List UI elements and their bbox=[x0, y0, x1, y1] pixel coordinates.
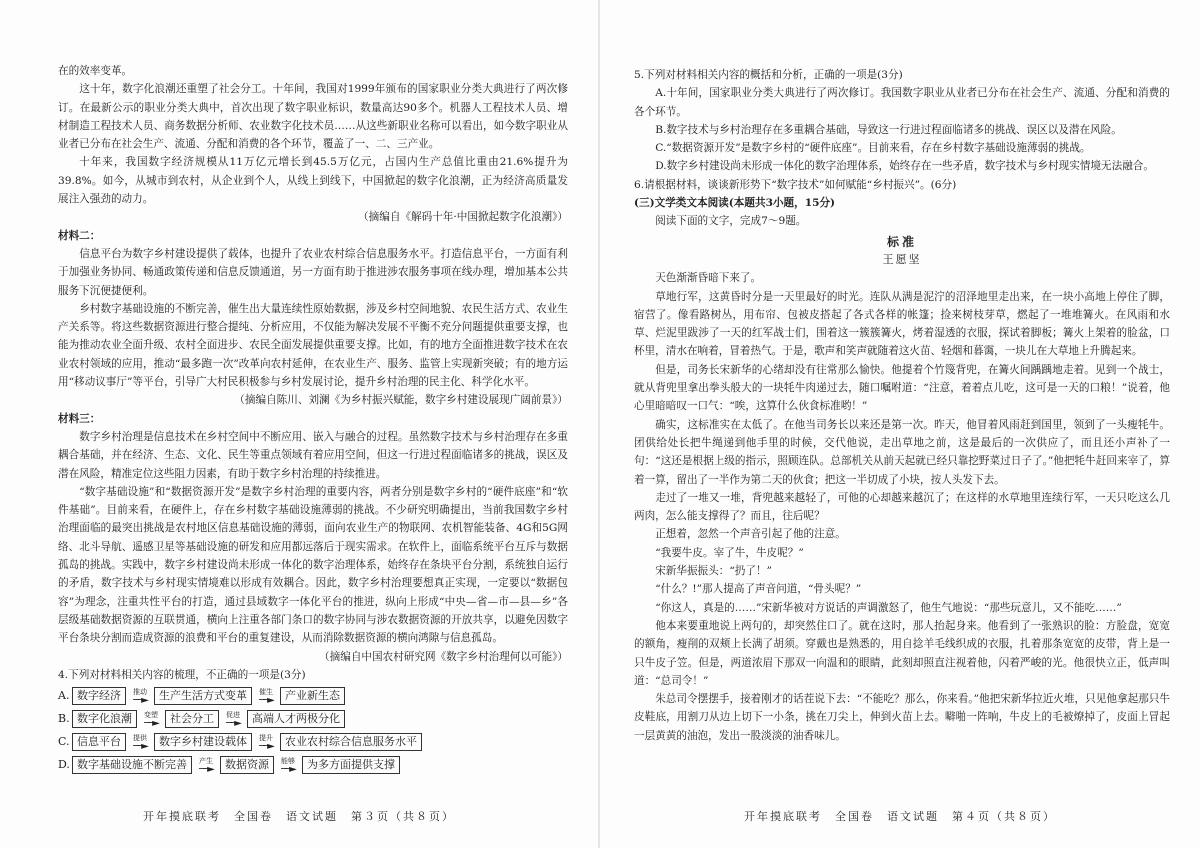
option-label: B. bbox=[58, 711, 70, 725]
option-label: C. bbox=[58, 734, 70, 748]
arrow-icon: 推动 ──► bbox=[133, 687, 147, 706]
chain-box: 信息平台 bbox=[72, 733, 126, 751]
chain-box: 为多方面提供支撑 bbox=[302, 756, 400, 774]
chain-box: 数字化浪潮 bbox=[72, 710, 137, 728]
chain-box: 高端人才两极分化 bbox=[247, 710, 345, 728]
dialogue: “什么？!”那人提高了声音问道，“骨头呢？” bbox=[655, 583, 862, 596]
dialogue: “你这人，真是的……”宋新华被对方说话的声调激怒了，他生气地说：“那些玩意儿，又不能吃……” bbox=[655, 601, 1122, 614]
page-3-text bbox=[58, 62, 568, 777]
paragraph: 但是，司务长宋新华的心绪却没有往常那么愉快。他提着个竹篾背兜，在篝火间踽踽地走着。见到一个战士，就从背兜里拿出拳头般大的一块牦牛肉递过去，随口嘱咐道：“注意，着着点儿吃，这可是一天的口粮！”说着，他心里暗暗叹一口气：“唉，这算什么伙食标准哟！” bbox=[634, 363, 1170, 413]
dialogue: 宋新华振振头：“扔了！” bbox=[655, 565, 772, 578]
arrow-icon: 提升 ──► bbox=[259, 733, 273, 752]
arrow-icon: 变塑 ──► bbox=[144, 710, 158, 729]
source-citation: （摘编自中国农村研究网《数字乡村治理何以可能》） bbox=[319, 650, 568, 663]
chain-box: 数字经济 bbox=[72, 687, 126, 705]
chain-box: 数字乡村建设载体 bbox=[154, 733, 252, 751]
paragraph: 他本来要重地说上两句的，却突然住口了。就在这时，那人抬起身来。他看到了一张熟识的脸：方脸盘，宽宽的额角，瘦削的双颊上长满了胡须。穿戴也是熟悉的，用自捻羊毛线织成的衣服，扎着那条宽宽的皮带，背上是一只牛皮子笠。但是，两道浓眉下那双一向温和的眼睛，此刻却照直注视着他，闪着严峻的光。他很快立正，低声叫道：“总司令！” bbox=[634, 619, 1170, 687]
paragraph: “数字基础设施”和“数据资源开发”是数字乡村治理的重要内容，两者分别是数字乡村的“硬件底座”和“软件基础”。目前来看，在硬件上，存在乡村数字基础设施薄弱的挑战。不少研究明确提出，当前我国数字乡村治理面临的最突出挑战是农村地区信息基础设施的薄弱，面向农业生产的物联网、农机智能装备、4G和5G网络、北斗导航、遥感卫星等基础设施的研发和应用都远落后于现实需求。在软件上，面临系统平台互斥与数据孤岛的挑战。实践中，数字乡村建设尚未形成一体化的数字治理体系，始终存在条块平台分割，系统独自运行的矛盾，数字技术与乡村现实情境难以形成有效耦合。因此，数字乡村治理要想真正实现，一定要以“数据包容”为理念，注重共性平台的打造，通过县域数字一体化平台的推进，纵向上形成“中央—省—市—县—乡”各层级基础数据资源的互联贯通，横向上注重各部门条口的数字协同与涉农数据资源的开放共享，以避免因数字平台条块分割而造成资源的浪费和平台的重复建设，从而消除数据资源的横向鸿隙与信息孤岛。 bbox=[58, 485, 568, 645]
option-a: A.十年间，国家职业分类大典进行了两次修订。我国数字职业从业者已分布在社会生产、流通、分配和消费的各个环节。 bbox=[634, 87, 1170, 118]
paragraph: 在的效率变革。 bbox=[58, 65, 133, 77]
chain-box: 数字基础设施不断完善 bbox=[72, 756, 192, 774]
option-label: D. bbox=[58, 757, 70, 771]
option-b-chain bbox=[58, 708, 568, 730]
option-d: D.数字乡村建设尚未形成一体化的数字治理体系，始终存在一些矛盾，数字技术与乡村现实情境无法融合。 bbox=[655, 160, 1154, 173]
paragraph: 确实，这标准实在太低了。在他当司务长以来还是第一次。昨天，他冒着风雨赶到国里，领到了一头瘦牦牛。团供给处长把牛绳递到他手里的时候，交代他说，走出草地之前，这是最后的一次供应了，而且还小声补了一句：“这还是根据上级的指示，照顾连队。总部机关从前天起就已经只靠挖野菜过日子了。”他把牦牛赶回来宰了，算着一算，留出了一半作为第二天的伙食；把这一半切成了小块，按人头发下去。 bbox=[634, 418, 1170, 486]
question-5: 5.下列对材料相关内容的概括和分析，正确的一项是(3分) bbox=[634, 69, 903, 81]
arrow-icon: 提供 ──► bbox=[133, 733, 147, 752]
option-label: A. bbox=[58, 688, 70, 702]
paragraph: 草地行军，这黄昏时分是一天里最好的时光。连队从满是泥泞的沼泽地里走出来，在一块小高地上停住了脚，宿营了。像看路树丛，用布帘、包被皮搭起了各式各样的帐篷；捡来树枝芽草，燃起了一堆堆篝火。在风雨和水草、烂泥里跋涉了一天的红军战士们，围着这一簇簇篝火，烤着湿透的衣服，探试着脚板；篝火上架着的脸盆，口杯里，清水在响着，冒着热气。于是，歌声和笑声就随着这火苗、轻烟和暮霭，一块儿在大草地上升腾起来。 bbox=[634, 290, 1170, 358]
paragraph: 十年来，我国数字经济规模从11万亿元增长到45.5万亿元，占国内生产总值比重由21.6%提升为39.8%。如今，从城市到农村，从企业到个人，从线上到线下，中国掀起的数字化浪潮，正为经济高质量发展注入强劲的动力。 bbox=[58, 156, 568, 206]
paragraph: 乡村数字基础设施的不断完善，催生出大量连续性原始数据，涉及乡村空间地貌、农民生活方式、农业生产关系等。将这些数据资源进行整合提纯、分析应用，不仅能为解决发展不平衡不充分问题提供重要支撑，也能为推动农业全面升级、农村全面进步、农民全面发展提供重要支撑。比如，有的地方全面推进数字技术在农业农村领域的应用，推动“最多跑一次”改革向农村延伸，在农业生产、服务、监管上实现新突破；有的地方运用“移动议事厅”等平台，引导广大村民积极参与乡村发展讨论，提升乡村治理的民主化、科学化水平。 bbox=[58, 302, 568, 389]
source-citation: （摘编自陈川、刘澜《为乡村振兴赋能，数字乡村建设展现广阔前景》） bbox=[234, 394, 568, 407]
section-heading: (三)文学类文本阅读(本题共3小题，15分) bbox=[634, 197, 836, 210]
page-4-text bbox=[634, 66, 1170, 745]
chain-box: 产业新生态 bbox=[280, 687, 345, 705]
source-citation: （摘编自《解码十年·中国掀起数字化浪潮》） bbox=[358, 211, 568, 224]
arrow-icon: 催生 ──► bbox=[259, 687, 273, 706]
paragraph: 正想着，忽然一个声音引起了他的注意。 bbox=[655, 528, 846, 541]
chain-box: 生产生活方式变革 bbox=[154, 687, 252, 705]
paragraph: 走过了一堆又一堆，背兜越来越轻了，可他的心却越来越沉了；在这样的水草地里连续行军，一天只吃这么几两肉，怎么能支撑得了？而且，往后呢？ bbox=[634, 491, 1170, 523]
arrow-icon: 能够 ──► bbox=[281, 756, 295, 775]
material-heading: 材料三： bbox=[58, 412, 101, 425]
paragraph: 数字乡村治理是信息技术在乡村空间中不断应用、嵌入与融合的过程。虽然数字技术与乡村治理存在多重耦合基础，并在经济、生态、文化、民生等重点领域有着应用空间，但这一行进过程面临诸多的挑战，误区及潜在风险，精准定位这些阻力因素，有助于数字乡村治理的持续推进。 bbox=[58, 430, 568, 480]
instruction: 阅读下面的文字，完成7～9题。 bbox=[655, 215, 807, 228]
paragraph: 这十年，数字化浪潮还重塑了社会分工。十年间，我国对1999年颁布的国家职业分类大典进行了两次修订。在最新公示的职业分类大典中，首次出现了数字职业标识，数量高达90多个。机器人工程技术人员、增材制造工程技术人员、商务数据分析师、农业数字化技术员……从这些新职业名称可以看出，如今数字职业从业者已分布在社会生产、流通、分配和消费的各个环节，覆盖了一、二、三产业。 bbox=[58, 83, 568, 151]
option-c-chain bbox=[58, 731, 568, 753]
arrow-icon: 促进 ──► bbox=[226, 710, 240, 729]
question-6: 6.请根据材料，谈谈新形势下“数字技术”如何赋能“乡村振兴”。(6分) bbox=[634, 178, 957, 191]
page-footer: 开年摸底联考 全国卷 语文试题 第３页（共８页） bbox=[143, 810, 455, 823]
chain-box: 数据资源 bbox=[220, 756, 274, 774]
option-a-chain bbox=[58, 685, 568, 707]
option-d-chain bbox=[58, 754, 568, 776]
material-heading: 材料二： bbox=[58, 229, 101, 242]
option-b: B.数字技术与乡村治理存在多重耦合基础，导致这一行进过程面临诸多的挑战、误区以及潜在风险。 bbox=[655, 123, 1122, 136]
story-author: 王愿坚 bbox=[882, 252, 922, 266]
paragraph: 朱总司令摆摆手，接着刚才的话茬说下去：“不能吃？那么，你来看。”他把宋新华拉近火堆，只见他拿起那只牛皮鞋底，用割刀从边上切下一小条，挑在刀尖上，伸到火苗上去。噼啪一阵响，牛皮上的毛被燎掉了，皮面上冒起一层黄黄的油泡，发出一股淡淡的油香味儿。 bbox=[634, 693, 1170, 742]
question-4: 4.下列对材料相关内容的梳理，不正确的一项是(3分) bbox=[58, 668, 306, 681]
exam-page-3 bbox=[0, 0, 599, 848]
exam-page-4 bbox=[600, 0, 1200, 848]
arrow-icon: 产生 ──► bbox=[199, 756, 213, 775]
story-title: 标准 bbox=[886, 234, 917, 249]
dialogue: “我要牛皮。宰了牛，牛皮呢？” bbox=[655, 546, 804, 559]
paragraph: 信息平台为数字乡村建设提供了载体，也提升了农业农村综合信息服务水平。打造信息平台，一方面有利于加强业务协同、畅通政策传递和信息反馈通道，另一方面有助于推进涉农服务事项在线办理，增加基本公共服务下沉便捷便利。 bbox=[58, 247, 568, 297]
page-footer: 开年摸底联考 全国卷 语文试题 第４页（共８页） bbox=[744, 810, 1056, 823]
chain-box: 农业农村综合信息服务水平 bbox=[280, 733, 422, 751]
chain-box: 社会分工 bbox=[165, 710, 219, 728]
paragraph: 天色渐渐昏暗下来了。 bbox=[655, 272, 762, 285]
option-c: C.“数据资源开发”是数字乡村的“硬件底座”。目前来看，存在乡村数字基础设施薄弱的挑战。 bbox=[655, 142, 1091, 155]
